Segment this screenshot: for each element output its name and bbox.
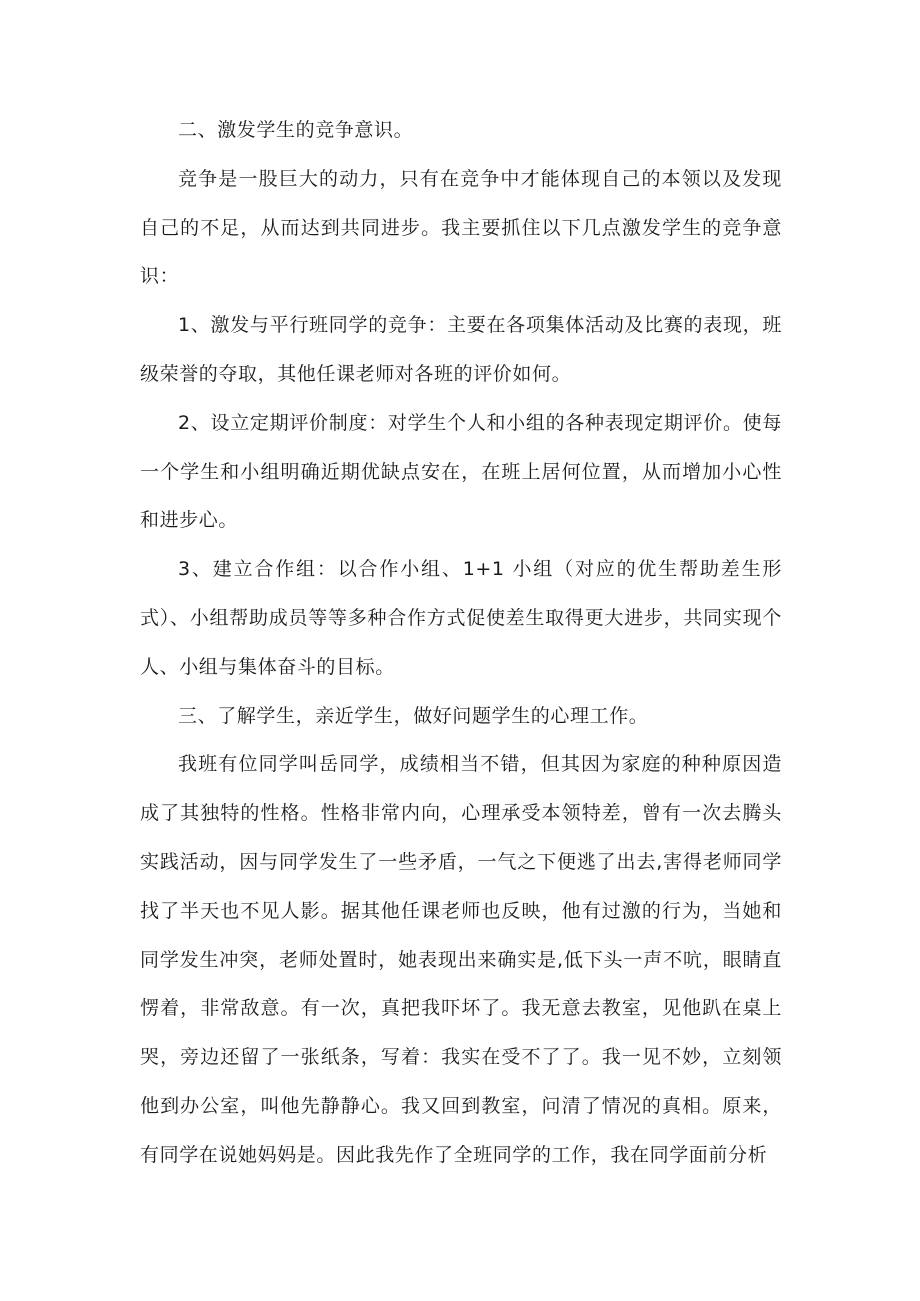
paragraph-student-story-text: 我班有位同学叫岳同学，成绩相当不错，但其因为家庭的种种原因造成了其独特的性格。性格非常内向，心理承受本领特差，曾有一次去腾头实践活动，因与同学发生了一些矛盾，一气之下便逃了出去,害得老师同学找了半天也不见人影。据其他任课老师也反映，他有过激的行为，当她和同学发生冲突，老师处置时，她表现出来确实是,低下头一声不吭，眼睛直愣着，非常敌意。有一次，真把我吓坏了。我无意去教室，见他趴在桌上哭，旁边还留了一张纸条，写着：我实在受不了了。我一见不妙，立刻领他到办公室，叫他先静静心。我又回到教室，问清了情况的真相。原来，有同学在说她妈妈是。因此我先作了全班同学的工作，我在同学面前分析 bbox=[140, 753, 782, 1166]
section-heading-2-text: 二、激发学生的竞争意识。 bbox=[178, 119, 414, 141]
paragraph-item-3-text: 3、建立合作组：以合作小组、1+1 小组（对应的优生帮助差生形式）、小组帮助成员等等多种合作方式促使差生取得更大进步，共同实现个人、小组与集体奋斗的目标。 bbox=[140, 558, 782, 678]
paragraph-item-1 bbox=[140, 301, 782, 399]
paragraph-item-1-text: 1、激发与平行班同学的竞争：主要在各项集体活动及比赛的表现，班级荣誉的夺取，其他任课老师对各班的评价如何。 bbox=[140, 314, 782, 385]
paragraph-competition-intro-text: 竞争是一股巨大的动力，只有在竞争中才能体现自己的本领以及发现自己的不足，从而达到共同进步。我主要抓住以下几点激发学生的竞争意识： bbox=[140, 167, 782, 288]
section-heading-2 bbox=[140, 106, 782, 155]
section-heading-3-text: 三、了解学生，亲近学生，做好问题学生的心理工作。 bbox=[178, 704, 649, 727]
paragraph-item-2 bbox=[140, 399, 782, 545]
paragraph-item-3 bbox=[140, 545, 782, 691]
paragraph-student-story bbox=[140, 740, 782, 1179]
paragraph-item-2-text: 2、设立定期评价制度：对学生个人和小组的各种表现定期评价。使每一个学生和小组明确近期优缺点安在，在班上居何位置，从而增加小心性和进步心。 bbox=[140, 411, 782, 532]
paragraph-competition-intro bbox=[140, 155, 782, 301]
section-heading-3 bbox=[140, 692, 782, 741]
document-body bbox=[140, 106, 782, 1180]
